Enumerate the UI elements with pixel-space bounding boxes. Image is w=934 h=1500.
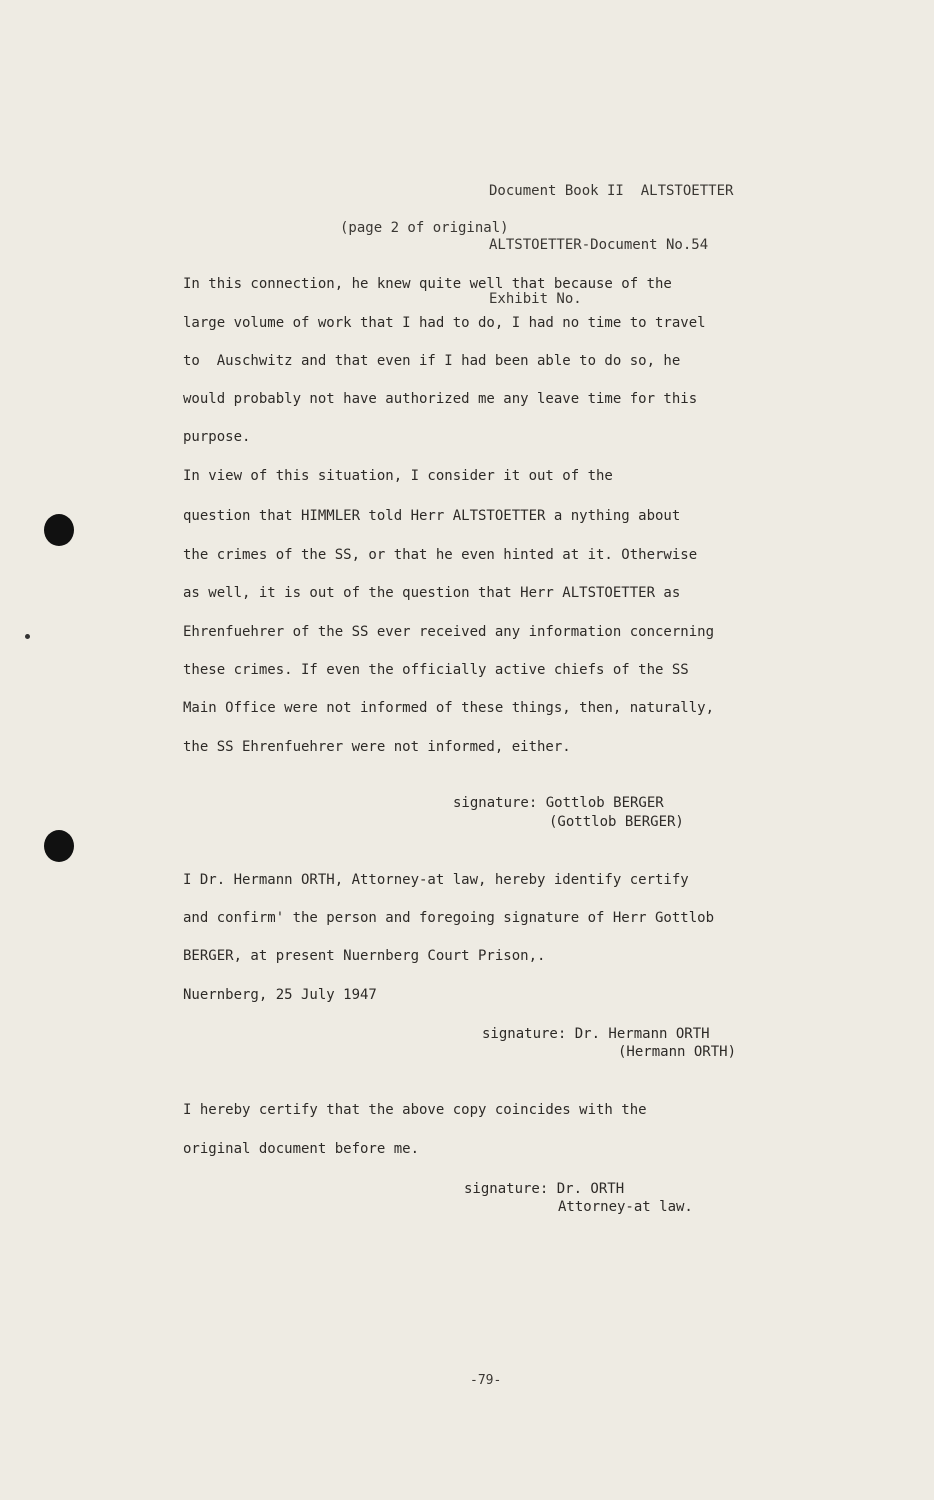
statement-line: large volume of work that I had to do, I had no time to travel [183, 315, 706, 331]
statement-line: purpose. [183, 429, 251, 445]
statement-line: these crimes. If even the officially active chiefs of the SS [183, 662, 689, 678]
signature-berger-name: (Gottlob BERGER) [549, 814, 684, 830]
certification-line: I Dr. Hermann ORTH, Attorney-at law, hereby identify certify [183, 872, 689, 888]
statement-line: as well, it is out of the question that Herr ALTSTOETTER as [183, 585, 681, 601]
signature-orth: signature: Dr. Hermann ORTH [482, 1026, 710, 1042]
header-exhibit-number: Exhibit No. [489, 291, 582, 307]
page-number: -79- [470, 1373, 502, 1388]
header-document-number: ALTSTOETTER-Document No.54 [489, 237, 709, 253]
certification-date: Nuernberg, 25 July 1947 [183, 987, 377, 1003]
punch-hole-top [44, 514, 74, 546]
statement-line: Main Office were not informed of these things, then, naturally, [183, 700, 715, 716]
certification-line: BERGER, at present Nuernberg Court Prison,. [183, 948, 546, 964]
statement-line: would probably not have authorized me any leave time for this [183, 391, 698, 407]
punch-hole-bottom [44, 830, 74, 862]
signature-orth-title: Attorney-at law. [558, 1199, 693, 1215]
statement-line: Ehrenfuehrer of the SS ever received any information concerning [183, 624, 715, 640]
statement-line: the crimes of the SS, or that he even hinted at it. Otherwise [183, 547, 698, 563]
statement-line: In this connection, he knew quite well that because of the [183, 276, 672, 292]
copy-certification-line: original document before me. [183, 1141, 420, 1157]
statement-line: to Auschwitz and that even if I had been able to do so, he [183, 353, 681, 369]
copy-certification-line: I hereby certify that the above copy coincides with the [183, 1102, 647, 1118]
statement-line: In view of this situation, I consider it out of the [183, 468, 613, 484]
page-subtitle: (page 2 of original) [340, 220, 509, 236]
certification-line: and confirm' the person and foregoing signature of Herr Gottlob [183, 910, 715, 926]
signature-berger: signature: Gottlob BERGER [453, 795, 664, 811]
signature-orth-short: signature: Dr. ORTH [464, 1181, 625, 1197]
speck-mark [25, 634, 30, 639]
statement-line: the SS Ehrenfuehrer were not informed, either. [183, 739, 571, 755]
statement-line: question that HIMMLER told Herr ALTSTOETTER a nything about [183, 508, 681, 524]
signature-orth-name: (Hermann ORTH) [618, 1044, 737, 1060]
header-book-line: Document Book II ALTSTOETTER [489, 183, 734, 199]
